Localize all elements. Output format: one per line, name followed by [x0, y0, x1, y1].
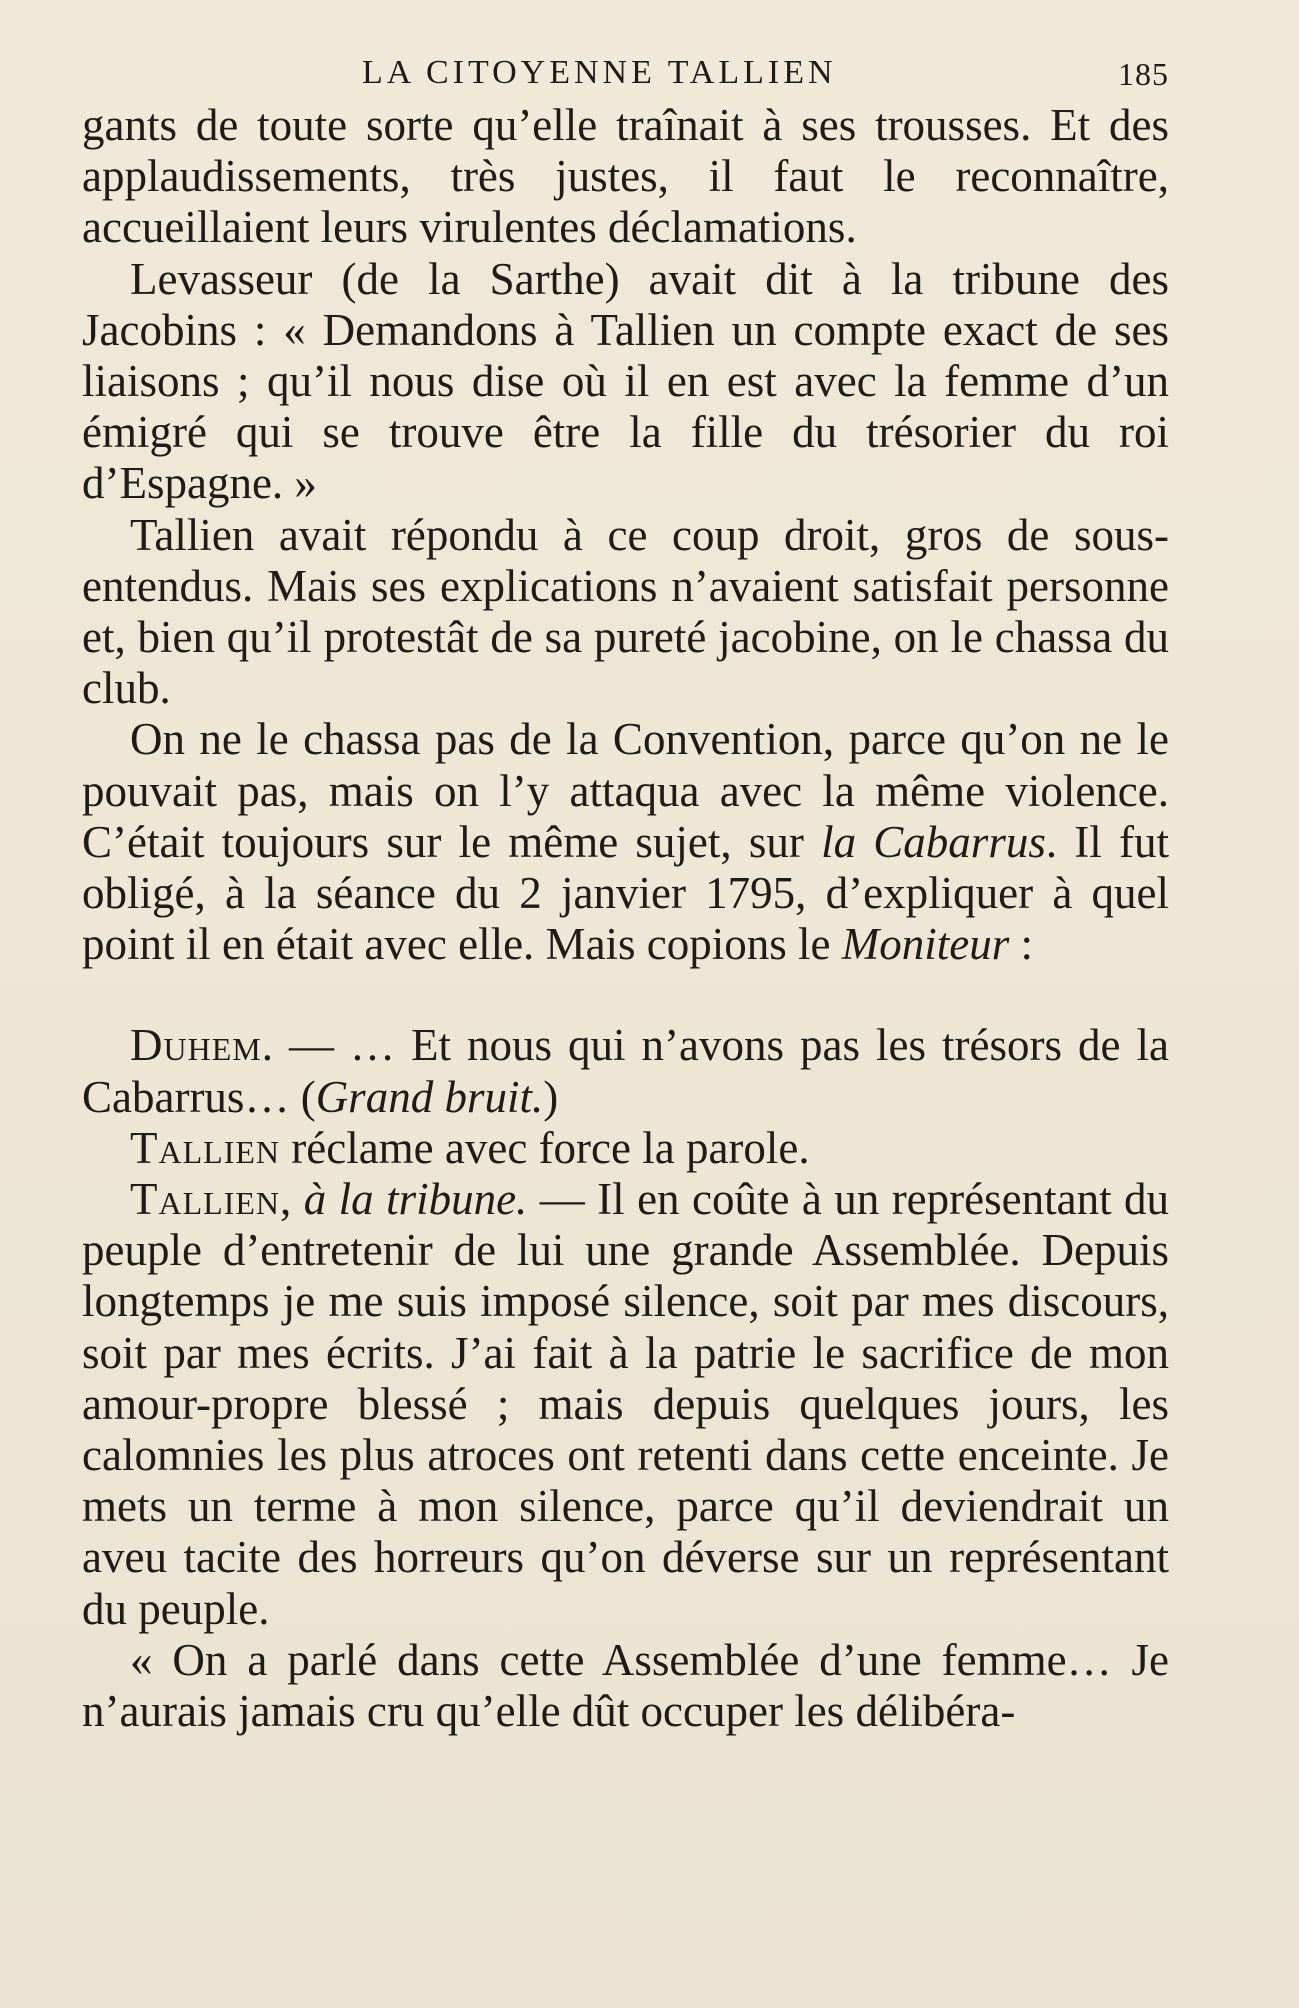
- text-run: :: [1009, 919, 1034, 970]
- text-run: ): [543, 1071, 559, 1122]
- paragraph-continuation: gants de toute sorte qu’elle traînait à ses trousses. Et des applaudissements, très justes, il faut le reconnaître, accueillaient leurs virulentes déclamations.: [82, 100, 1169, 253]
- page-body: [82, 100, 1169, 1737]
- text-run: réclame avec force la parole.: [280, 1122, 810, 1173]
- paragraph-tallien-reply: Tallien avait répondu à ce coup droit, gros de sous-entendus. Mais ses explications n’avaient satisfait personne et, bien qu’il protestât de sa pureté jacobine, on le chassa du club.: [82, 509, 1169, 714]
- paragraph-tallien-speech: [82, 1174, 1169, 1635]
- paragraph-on-a-parle: « On a parlé dans cette Assemblée d’une femme… Je n’aurais jamais cru qu’elle dût occuper les délibéra-: [82, 1634, 1169, 1737]
- speaker-name: Tallien: [130, 1174, 281, 1225]
- text-run: — Il en coûte à un représentant du peuple d’entretenir de lui une grande Assemblée. Depuis longtemps je me suis imposé silence, soit par mes discours, soit par mes écrits. J’ai fait à la patrie le sacrifice de mon amour-propre blessé ; mais depuis quelques jours, les calomnies les plus atroces ont retenti dans cette enceinte. Je mets un terme à mon silence, parce qu’il deviendrait un aveu tacite des horreurs qu’on déverse sur un représentant du peuple.: [82, 1174, 1170, 1634]
- paragraph-convention: [82, 714, 1169, 970]
- text-run: ,: [280, 1174, 304, 1225]
- text-run: . Il fut obligé, à la séance du 2 janvier 1795, d’expliquer à quel point il en était avec elle. Mais copions le: [82, 816, 1169, 970]
- italic-moniteur: Moniteur: [841, 919, 1010, 970]
- running-title: LA CITOYENNE TALLIEN: [362, 54, 837, 91]
- paragraph-duhem: [82, 1020, 1169, 1122]
- stage-direction: à la tribune.: [303, 1174, 528, 1225]
- text-run: . — … Et nous qui n’avons pas les trésors de la Cabarrus… (: [82, 1020, 1169, 1122]
- running-header: [82, 44, 1169, 100]
- italic-cabarrus: la Cabarrus: [821, 816, 1046, 867]
- speaker-name: Duhem: [130, 1020, 262, 1071]
- page-number: 185: [1118, 56, 1169, 92]
- paragraph-levasseur: Levasseur (de la Sarthe) avait dit à la tribune des Jacobins : « Demandons à Tallien un compte exact de ses liaisons ; qu’il nous dise où il en est avec la femme d’un émigré qui se trouve être la fille du trésorier du roi d’Espagne. »: [82, 253, 1169, 509]
- stage-direction: Grand bruit.: [315, 1071, 544, 1122]
- text-run: On ne le chassa pas de la Convention, parce qu’on ne le pouvait pas, mais on l’y attaqua avec la même violence. C’était toujours sur le même sujet, sur: [82, 714, 1169, 867]
- paragraph-tallien-demand: [82, 1123, 1169, 1174]
- speaker-name: Tallien: [130, 1122, 281, 1173]
